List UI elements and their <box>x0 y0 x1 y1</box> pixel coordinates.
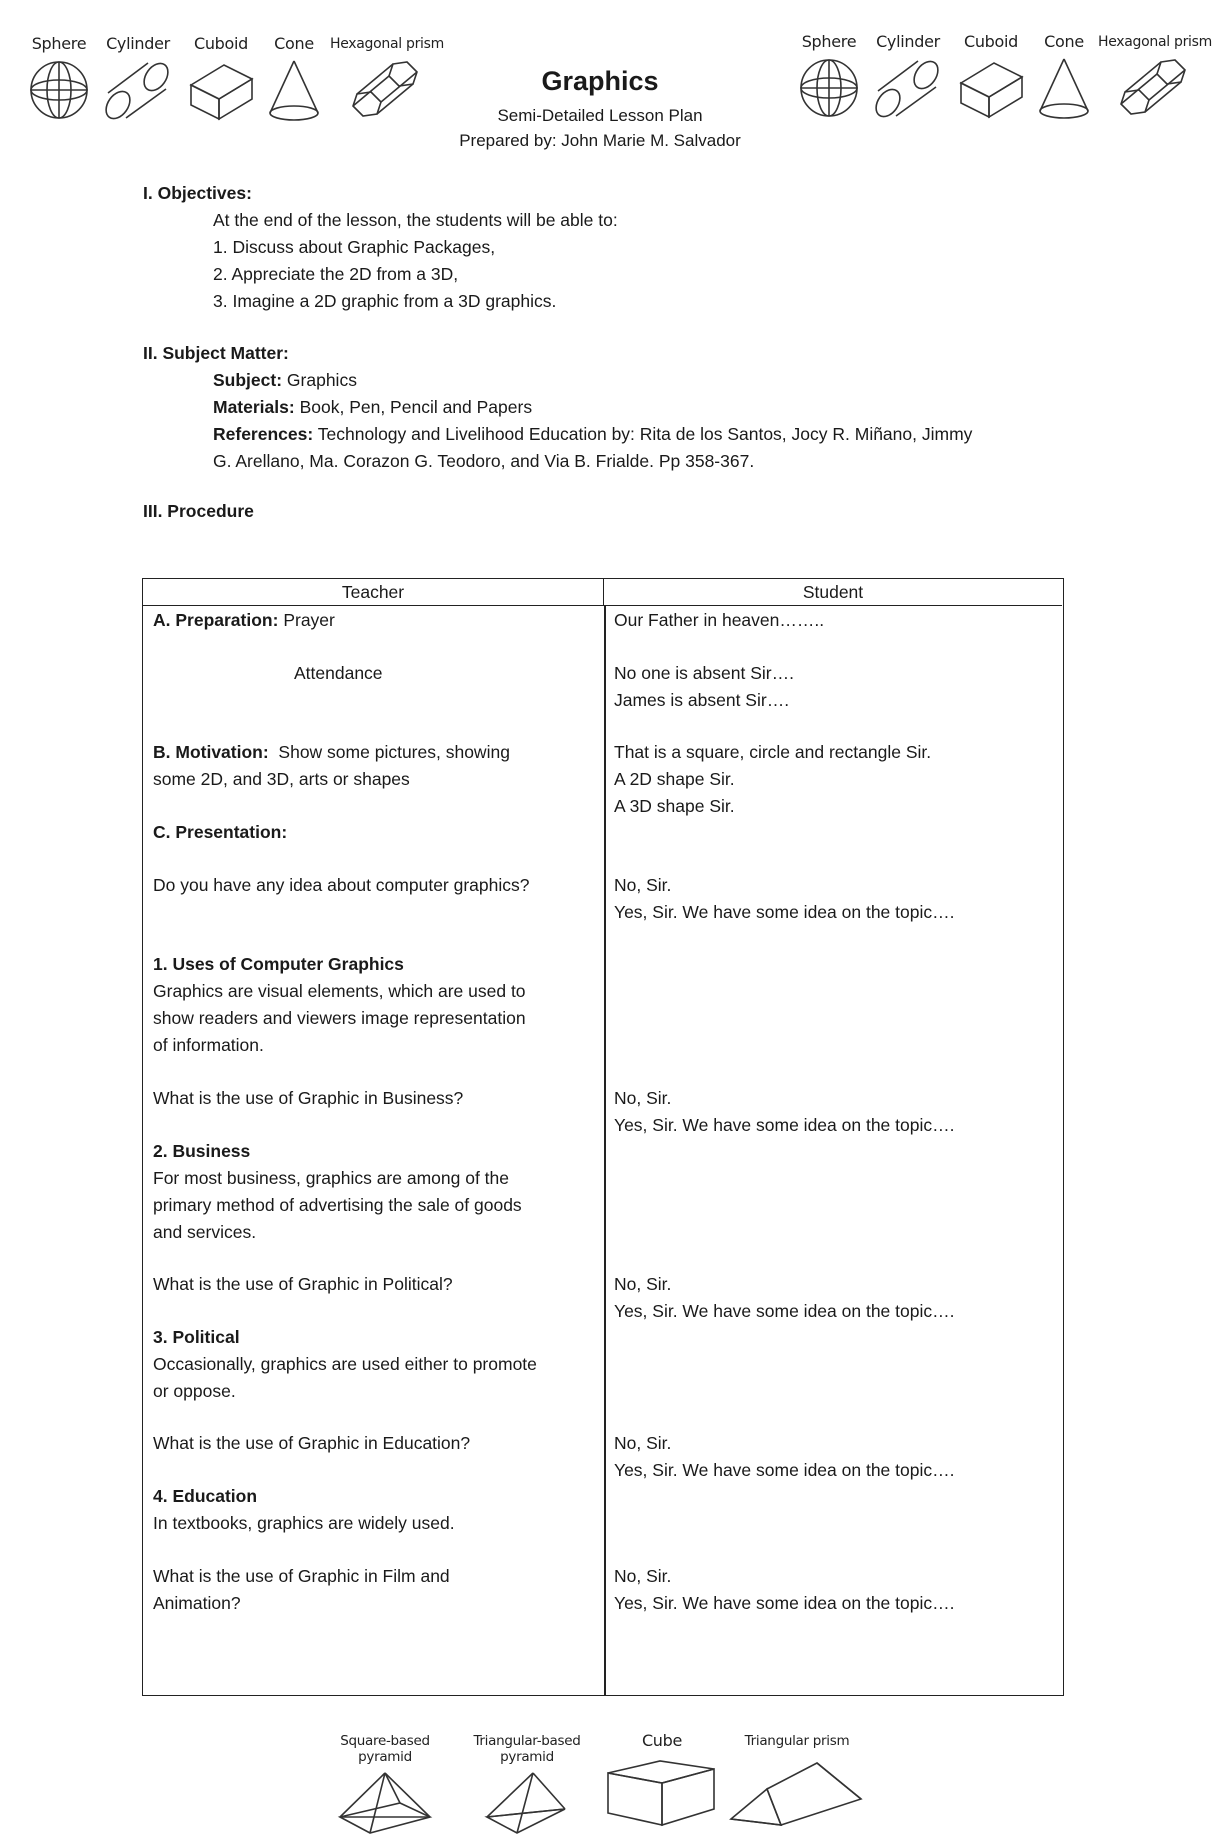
student-answer-yes: Yes, Sir. We have some idea on the topic…. <box>614 902 955 922</box>
shape-label: pyramid <box>358 1749 412 1765</box>
page-subtitle: Semi-Detailed Lesson Plan <box>497 106 703 125</box>
teacher-column-header: Teacher <box>143 579 604 606</box>
question-political: What is the use of Graphic in Political? <box>153 1274 453 1294</box>
student-answer-no: No, Sir. <box>614 1088 672 1108</box>
preparation-text: Prayer <box>283 610 335 630</box>
references-value: Technology and Livelihood Education by: Rita de los Santos, Jocy R. Miñano, Jimmy <box>317 424 973 444</box>
shape-label: Sphere <box>31 34 87 53</box>
question-education: What is the use of Graphic in Education? <box>153 1433 471 1453</box>
question-film: What is the use of Graphic in Film and <box>153 1566 450 1586</box>
student-answer-no: No, Sir. <box>614 1274 672 1294</box>
motivation-row <box>153 739 593 766</box>
shape-label: Triangular-based <box>473 1733 581 1749</box>
shape-label: Hexagonal prism <box>1098 34 1212 50</box>
subject-value: Graphics <box>286 370 357 390</box>
student-motivation: A 2D shape Sir. <box>614 769 735 789</box>
uses-text: of information. <box>153 1035 264 1055</box>
question-graphics-idea: Do you have any idea about computer graphics? <box>153 875 530 895</box>
motivation-label: B. Motivation: <box>153 742 269 762</box>
student-answer-yes: Yes, Sir. We have some idea on the topic…. <box>614 1593 955 1613</box>
objectives-intro: At the end of the lesson, the students will be able to: <box>213 210 618 230</box>
motivation-text: Show some pictures, showing <box>278 742 510 762</box>
preparation-label: A. Preparation: <box>153 610 279 630</box>
political-heading: 3. Political <box>153 1327 240 1347</box>
presentation-label: C. Presentation: <box>153 822 288 842</box>
square-pyramid-icon <box>330 1769 440 1835</box>
student-answer-no: No, Sir. <box>614 1433 672 1453</box>
question-business: What is the use of Graphic in Business? <box>153 1088 464 1108</box>
shape-label: Cylinder <box>106 34 170 53</box>
references-label: References: <box>213 424 314 444</box>
preparation-row <box>153 607 593 634</box>
student-attendance: No one is absent Sir…. <box>614 663 794 683</box>
uses-heading: 1. Uses of Computer Graphics <box>153 954 404 974</box>
business-text: For most business, graphics are among of the <box>153 1168 510 1188</box>
triangular-pyramid-icon <box>477 1769 577 1835</box>
materials-line <box>143 394 1063 421</box>
shape-triangular-prism <box>722 1733 872 1829</box>
shape-label: Cuboid <box>193 34 249 53</box>
shape-label: Cone <box>274 34 314 53</box>
attendance-text: Attendance <box>294 663 383 683</box>
uses-text: Graphics are visual elements, which are used to <box>153 981 526 1001</box>
subject-line <box>143 367 1063 394</box>
shape-label: pyramid <box>500 1749 554 1765</box>
student-attendance: James is absent Sir…. <box>614 690 790 710</box>
education-text: In textbooks, graphics are widely used. <box>153 1513 455 1533</box>
author-line: Prepared by: John Marie M. Salvador <box>459 131 741 150</box>
business-text: primary method of advertising the sale of goods <box>153 1195 522 1215</box>
shape-label: Cube <box>641 1731 683 1750</box>
political-text: or oppose. <box>153 1381 236 1401</box>
student-motivation: A 3D shape Sir. <box>614 796 735 816</box>
objective-item: 3. Imagine a 2D graphic from a 3D graphics. <box>213 291 557 311</box>
cube-icon <box>604 1753 720 1829</box>
student-answer-no: No, Sir. <box>614 1566 672 1586</box>
shape-cube <box>602 1733 722 1829</box>
objective-item: 1. Discuss about Graphic Packages, <box>213 237 496 257</box>
shape-label: Square-based <box>340 1733 430 1749</box>
objectives-heading: I. Objectives: <box>143 183 252 203</box>
page-title: Graphics <box>541 66 659 96</box>
question-film-continuation: Animation? <box>153 1593 241 1613</box>
procedure-table <box>142 578 1064 1696</box>
student-prayer: Our Father in heaven…….. <box>614 610 825 630</box>
student-column-header: Student <box>604 579 1062 606</box>
procedure-heading: III. Procedure <box>143 501 254 521</box>
materials-label: Materials: <box>213 397 295 417</box>
shape-label: Triangular prism <box>744 1733 850 1749</box>
student-motivation: That is a square, circle and rectangle Sir. <box>614 742 932 762</box>
shape-label: Cone <box>1044 32 1084 51</box>
subject-matter-section <box>143 340 1063 475</box>
references-line <box>143 421 1063 448</box>
business-heading: 2. Business <box>153 1141 251 1161</box>
uses-text: show readers and viewers image representation <box>153 1008 526 1028</box>
education-heading: 4. Education <box>153 1486 258 1506</box>
motivation-text-continuation: some 2D, and 3D, arts or shapes <box>153 769 410 789</box>
subject-label: Subject: <box>213 370 283 390</box>
shape-label: Sphere <box>801 32 857 51</box>
subject-matter-heading: II. Subject Matter: <box>143 343 289 363</box>
shape-triangular-pyramid <box>452 1733 602 1835</box>
objective-item: 2. Appreciate the 2D from a 3D, <box>213 264 459 284</box>
political-text: Occasionally, graphics are used either to promote <box>153 1354 537 1374</box>
student-answer-yes: Yes, Sir. We have some idea on the topic…. <box>614 1301 955 1321</box>
student-answer-no: No, Sir. <box>614 875 672 895</box>
references-continuation: G. Arellano, Ma. Corazon G. Teodoro, and Via B. Frialde. Pp 358-367. <box>213 451 755 471</box>
bottom-shapes <box>318 1733 872 1835</box>
shape-square-pyramid <box>318 1733 452 1835</box>
shape-label: Cylinder <box>876 32 940 51</box>
business-text: and services. <box>153 1222 257 1242</box>
student-answer-yes: Yes, Sir. We have some idea on the topic…. <box>614 1115 955 1135</box>
column-divider <box>604 606 606 1695</box>
shape-label: Cuboid <box>963 32 1019 51</box>
materials-value: Book, Pen, Pencil and Papers <box>299 397 533 417</box>
shape-label: Hexagonal prism <box>330 36 444 52</box>
triangular-prism-icon <box>727 1753 867 1829</box>
objectives-section <box>143 180 1063 315</box>
student-answer-yes: Yes, Sir. We have some idea on the topic…. <box>614 1460 955 1480</box>
